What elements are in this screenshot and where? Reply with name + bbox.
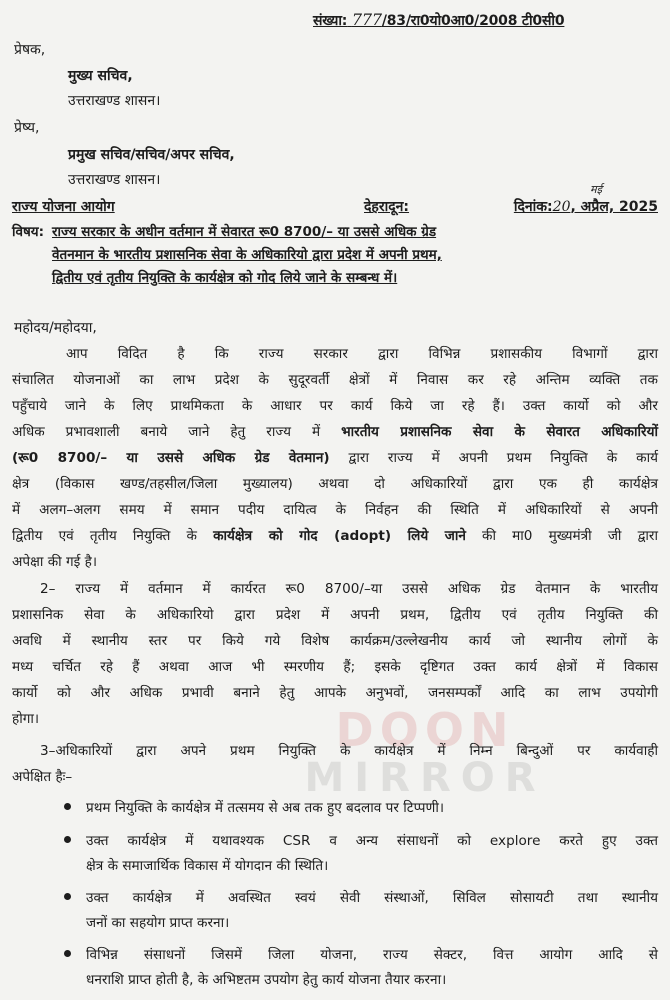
recipient-label: प्रेष्य, bbox=[14, 120, 40, 136]
subject-label: विषय: bbox=[12, 224, 45, 240]
bullet-dot-icon bbox=[64, 836, 71, 843]
bullet-item bbox=[0, 944, 670, 994]
bullet-2-line-1: उक्त कार्यक्षेत्र में यथावश्यक CSR व अन्य संसाधनों को explore करते हुए उक्त bbox=[86, 833, 658, 849]
para2-line-6: होगा। bbox=[12, 711, 40, 727]
watermark-line-1: DOON bbox=[335, 703, 515, 757]
bullet-item bbox=[0, 887, 670, 935]
subject-line-2: वेतनमान के भारतीय प्रशासनिक सेवा के अधिकारियो द्वारा प्रदेश में अपनी प्रथम, bbox=[52, 247, 442, 263]
watermark-line-2: MIRROR bbox=[304, 755, 546, 801]
para1-line-4-a: अधिक प्रभावशाली बनाये जाने हेतु राज्य में bbox=[12, 424, 342, 440]
date-day-handwritten: 20 bbox=[552, 199, 571, 215]
para2-line-5: कार्यो को और अधिक प्रभावी बनाने हेतु आपके अनुभवों, जनसम्पर्कों आदि का लाभ उपयोगी bbox=[12, 685, 658, 701]
para1-line-6: क्षेत्र (विकास खण्ड/तहसील/जिला मुख्यालय) अथवा दो अधिकारियों द्वारा एक ही कार्यक्षेत्र bbox=[12, 476, 658, 492]
bullet-item bbox=[0, 830, 670, 878]
para1-line-5-b: द्वारा राज्य में अपनी प्रथम नियुक्ति के कार्य bbox=[329, 450, 658, 466]
bullet-3-line-2: जनों का सहयोग प्राप्त करना। bbox=[86, 915, 230, 931]
date-correction-handwritten: मई bbox=[590, 183, 602, 196]
para1-line-8-bold: कार्यक्षेत्र को गोद (adopt) लिये जाने bbox=[213, 528, 466, 544]
para3-line-1: 3–अधिकारियों द्वारा अपने प्रथम नियुक्ति के कार्यक्षेत्र में निम्न बिन्दुओं पर कार्यवाही bbox=[40, 743, 658, 759]
sender-name: मुख्य सचिव, bbox=[68, 68, 133, 84]
para2-line-1: 2– राज्य में वर्तमान में कार्यरत रू0 8700/–या उससे अधिक ग्रेड वेतमान के भारतीय bbox=[40, 581, 658, 597]
date-rest: , अप्रैल, 2025 bbox=[570, 199, 658, 215]
recipient-org: उत्तराखण्ड शासन। bbox=[68, 172, 161, 188]
recipient-name: प्रमुख सचिव/सचिव/अपर सचिव, bbox=[68, 147, 235, 163]
sender-org: उत्तराखण्ड शासन। bbox=[68, 93, 161, 109]
office-name: राज्य योजना आयोग bbox=[12, 199, 115, 215]
date-label: दिनांक: bbox=[513, 199, 553, 215]
para1-line-8-c: की मा0 मुख्यमंत्री जी द्वारा bbox=[465, 528, 658, 544]
subject-line-1: राज्य सरकार के अधीन वर्तमान में सेवारत रू0 8700/– या उससे अधिक ग्रेड bbox=[52, 224, 437, 240]
para1-line-4-bold: भारतीय प्रशासनिक सेवा के सेवारत अधिकारियों bbox=[341, 424, 658, 440]
bullet-item bbox=[0, 797, 670, 821]
para1-line-8-a: द्वितीय एवं तृतीय नियुक्ति के bbox=[12, 528, 214, 544]
bullet-2-line-2: क्षेत्र के समाजार्थिक विकास में योगदान की स्थिति। bbox=[86, 858, 329, 874]
sender-label: प्रेषक, bbox=[14, 42, 46, 58]
place-name: देहरादून: bbox=[364, 199, 410, 215]
reference-label: संख्या: bbox=[313, 13, 348, 29]
para2-line-3: अवधि में स्थानीय स्तर पर किये गये विशेष कार्यक्रम/उल्लेखनीय कार्य जो स्थानीय लोगों के bbox=[12, 633, 658, 649]
para1-line-1: आप विदित है कि राज्य सरकार द्वारा विभिन्न प्रशासकीय विभागों द्वारा bbox=[66, 346, 658, 362]
bullet-3-line-1: उक्त कार्यक्षेत्र में अवस्थित स्वयं सेवी संस्थाओं, सिविल सोसायटी तथा स्थानीय bbox=[86, 890, 658, 906]
bullet-4-line-1: विभिन्न संसाधनों जिसमें जिला योजना, राज्य सेक्टर, वित्त आयोग आदि से bbox=[86, 947, 658, 963]
office-date-row bbox=[12, 197, 658, 219]
reference-handwritten-number: 777 bbox=[351, 10, 382, 29]
reference-suffix: /83/रा0यो0आ0/2008 टी0सी0 bbox=[381, 13, 565, 29]
subject-line-3: द्वितीय एवं तृतीय नियुक्ति के कार्यक्षेत्र को गोद लिये जाने के सम्बन्ध में। bbox=[52, 270, 398, 286]
salutation: महोदय/महोदया, bbox=[14, 320, 97, 336]
para2-line-2: प्रशासनिक सेवा के अधिकारियो द्वारा प्रदेश में अपनी प्रथम, द्वितीय एवं तृतीय नियुक्ति की bbox=[12, 607, 658, 623]
bullet-dot-icon bbox=[64, 803, 71, 810]
para1-line-7: में अलग–अलग समय में समान पदीय दायित्व के निर्वहन की स्थिति में अधिकारियों से अपनी bbox=[12, 502, 658, 518]
para1-line-9: अपेक्षा की गई है। bbox=[12, 554, 97, 570]
para1-line-3: पहुँचाये जाने के लिए प्राथमिकता के आधार पर कार्य किये जा रहे हैं। उक्त कार्यो को और bbox=[12, 398, 658, 414]
para1-line-2: संचालित योजनाओं का लाभ प्रदेश के सुदूरवर्ती क्षेत्रों में निवास कर रहे अन्तिम व्यक्ति तक bbox=[12, 372, 658, 388]
para1-line-4 bbox=[12, 421, 658, 440]
para1-line-5-bold: (रू0 8700/– या उससे अधिक ग्रेड वेतमान) bbox=[12, 450, 330, 466]
para3-line-2: अपेक्षित हैः– bbox=[12, 769, 73, 785]
letter-date bbox=[514, 197, 658, 216]
bullet-dot-icon bbox=[64, 893, 71, 900]
reference-number bbox=[313, 10, 564, 30]
para1-line-8 bbox=[12, 525, 658, 544]
para2-line-4: मध्य चर्चित रहे हैं अथवा आज भी स्मरणीय हैं; इसके दृष्टिगत उक्त कार्य क्षेत्रों में विकास bbox=[12, 659, 658, 675]
bullet-4-line-2: धनराशि प्राप्त होती है, के अभिष्टतम उपयोग हेतु कार्य योजना तैयार करना। bbox=[86, 972, 447, 988]
bullet-1-line-1: प्रथम नियुक्ति के कार्यक्षेत्र में तत्समय से अब तक हुए बदलाव पर टिप्पणी। bbox=[86, 800, 445, 816]
para1-line-5 bbox=[12, 447, 658, 466]
bullet-dot-icon bbox=[64, 950, 71, 957]
